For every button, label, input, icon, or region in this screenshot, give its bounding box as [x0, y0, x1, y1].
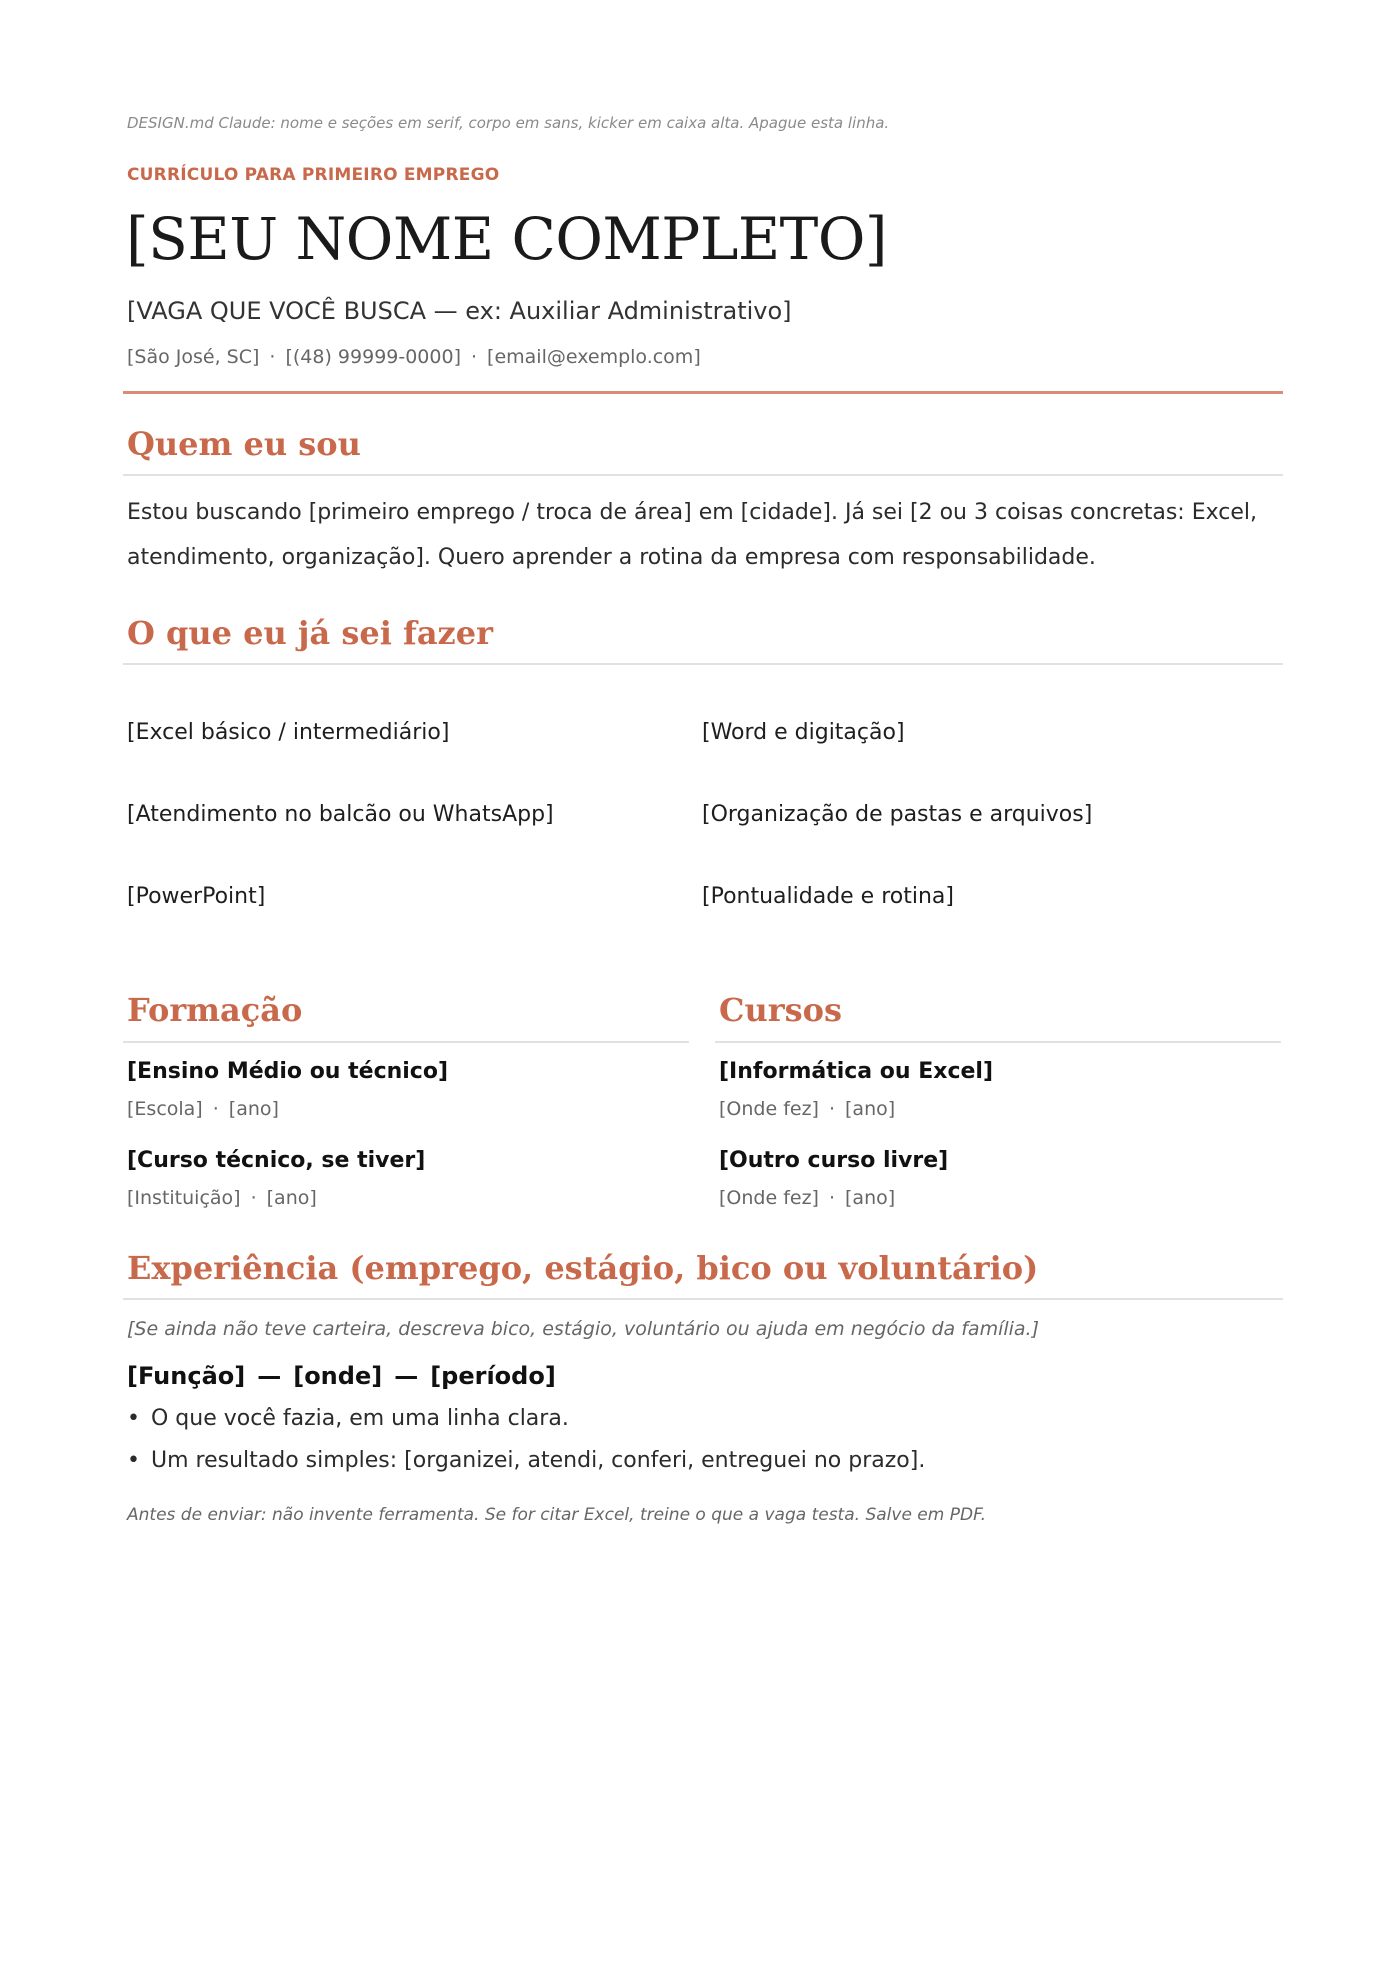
section-divider [123, 474, 1283, 476]
dash-separator: — [257, 1362, 282, 1390]
education-year: [ano] [228, 1098, 279, 1120]
skill-item: [Atendimento no balcão ou WhatsApp] [127, 802, 554, 827]
experience-hint: [Se ainda não teve carteira, descreva bico, estágio, voluntário ou ajuda em negócio da família.] [127, 1318, 1040, 1340]
experience-place: [onde] [293, 1362, 383, 1390]
bullet-text: O que você fazia, em uma linha clara. [151, 1406, 569, 1431]
contact-line [127, 346, 701, 368]
kicker: CURRÍCULO PARA PRIMEIRO EMPREGO [127, 165, 500, 185]
target-role: [VAGA QUE VOCÊ BUSCA — ex: Auxiliar Administrativo] [127, 297, 792, 325]
experience-heading-line [127, 1362, 556, 1390]
skill-item: [Pontualidade e rotina] [702, 884, 954, 909]
course-year: [ano] [845, 1098, 896, 1120]
section-divider [123, 663, 1283, 665]
course-title: [Informática ou Excel] [719, 1059, 994, 1084]
section-heading-education: Formação [127, 991, 303, 1029]
section-divider [123, 1298, 1283, 1300]
footer-note: Antes de enviar: não invente ferramenta. Se for citar Excel, treine o que a vaga testa. Salve em PDF. [127, 1505, 987, 1525]
contact-separator: · [471, 346, 478, 368]
contact-separator: · [269, 346, 276, 368]
section-divider [123, 1041, 689, 1043]
contact-city: [São José, SC] [127, 346, 260, 368]
meta-separator: · [828, 1187, 836, 1209]
section-heading-skills: O que eu já sei fazer [127, 614, 493, 652]
education-meta [127, 1187, 317, 1209]
full-name: [SEU NOME COMPLETO] [126, 205, 888, 273]
contact-email: [email@exemplo.com] [487, 346, 701, 368]
section-heading-about: Quem eu sou [127, 425, 361, 463]
education-title: [Curso técnico, se tiver] [127, 1148, 426, 1173]
experience-period: [período] [430, 1362, 556, 1390]
bullet-icon: • [127, 1406, 140, 1431]
experience-bullet [127, 1448, 925, 1473]
course-year: [ano] [845, 1187, 896, 1209]
bullet-icon: • [127, 1448, 140, 1473]
education-place: [Instituição] [127, 1187, 241, 1209]
course-meta [719, 1098, 895, 1120]
skill-item: [Word e digitação] [702, 720, 905, 745]
experience-role: [Função] [127, 1362, 246, 1390]
education-place: [Escola] [127, 1098, 203, 1120]
education-meta [127, 1098, 279, 1120]
design-note: DESIGN.md Claude: nome e seções em serif, corpo em sans, kicker em caixa alta. Apague esta linha. [127, 114, 890, 132]
education-year: [ano] [266, 1187, 317, 1209]
skill-item: [PowerPoint] [127, 884, 266, 909]
skill-item: [Excel básico / intermediário] [127, 720, 450, 745]
section-heading-experience: Experiência (emprego, estágio, bico ou voluntário) [127, 1249, 1039, 1287]
about-text: Estou buscando [primeiro emprego / troca de área] em [cidade]. Já sei [2 ou 3 coisas concretas: Excel, atendimento, organização]. Quero aprender a rotina da empresa com responsabilidade. [127, 500, 1257, 570]
meta-separator: · [250, 1187, 257, 1209]
section-heading-courses: Cursos [719, 991, 842, 1029]
header-divider [123, 391, 1283, 394]
contact-phone: [(48) 99999-0000] [285, 346, 461, 368]
course-title: [Outro curso livre] [719, 1148, 949, 1173]
section-divider [715, 1041, 1281, 1043]
dash-separator: — [394, 1362, 419, 1390]
course-meta [719, 1187, 895, 1209]
course-place: [Onde fez] [719, 1187, 819, 1209]
skill-item: [Organização de pastas e arquivos] [702, 802, 1093, 827]
bullet-text: Um resultado simples: [organizei, atendi, conferi, entreguei no prazo]. [151, 1448, 926, 1473]
experience-bullet [127, 1406, 569, 1431]
meta-separator: · [828, 1098, 836, 1120]
education-title: [Ensino Médio ou técnico] [127, 1059, 449, 1084]
meta-separator: · [212, 1098, 219, 1120]
course-place: [Onde fez] [719, 1098, 819, 1120]
